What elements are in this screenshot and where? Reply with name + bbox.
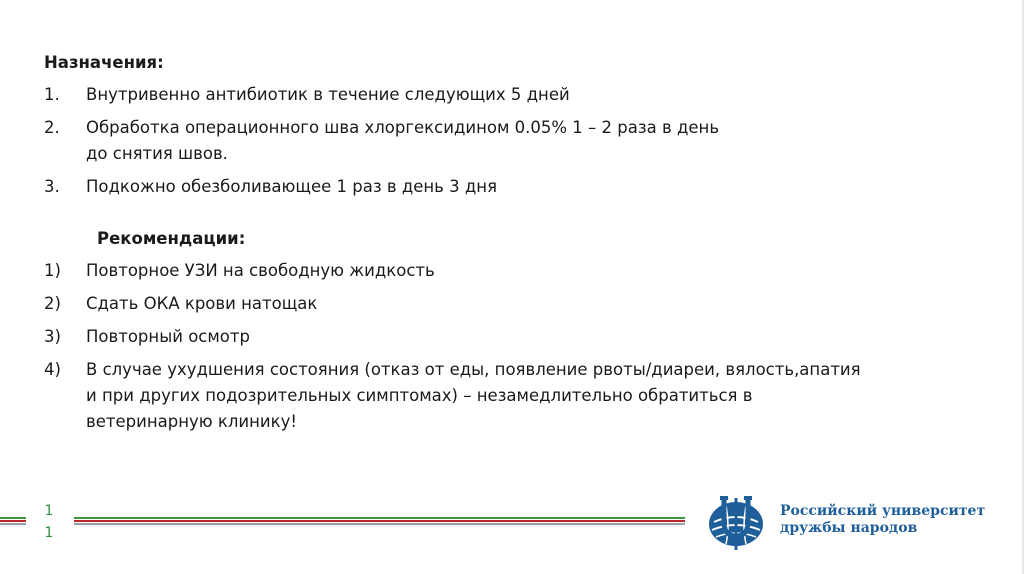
university-name-line: дружбы народов (780, 520, 918, 536)
recommendation-item (44, 324, 944, 350)
recommendation-item (44, 357, 944, 435)
slide-content (44, 50, 944, 442)
recommendation-number: 4) (44, 360, 61, 379)
recommendation-text: Повторный осмотр (86, 327, 250, 346)
recommendation-number: 1) (44, 261, 61, 280)
footer-stripe-main (74, 517, 685, 529)
prescription-item (44, 82, 944, 108)
page-number-line: 1 (44, 503, 54, 519)
prescriptions-heading: Назначения: (44, 53, 164, 72)
prescription-item (44, 115, 944, 167)
university-logo (706, 492, 1006, 550)
recommendation-number: 3) (44, 327, 61, 346)
footer-stripe-left (0, 517, 26, 529)
recommendation-text: В случае ухудшения состояния (отказ от еды, появление рвоты/диареи, вялость,апатия и при других подозрительных симптомах) – незамедлительно обратиться в ветеринарную клинику! (86, 360, 861, 431)
recommendations-heading: Рекомендации: (97, 229, 246, 248)
recommendation-text: Сдать ОКА крови натощак (86, 294, 318, 313)
prescription-text: Обработка операционного шва хлоргексидином 0.05% 1 – 2 раза в день до снятия швов. (86, 118, 720, 163)
prescription-number: 3. (44, 177, 60, 196)
recommendation-item (44, 291, 944, 317)
prescription-number: 1. (44, 85, 60, 104)
prescription-text: Внутривенно антибиотик в течение следующих 5 дней (86, 85, 570, 104)
globe-emblem-icon (706, 492, 772, 550)
recommendation-item (44, 258, 944, 284)
prescription-item (44, 174, 944, 200)
prescription-text: Подкожно обезболивающее 1 раз в день 3 дня (86, 177, 498, 196)
recommendation-number: 2) (44, 294, 61, 313)
page-number (42, 500, 56, 544)
university-name-line: Российский университет (780, 503, 986, 519)
prescription-number: 2. (44, 118, 60, 137)
recommendation-text: Повторное УЗИ на свободную жидкость (86, 261, 435, 280)
university-name (780, 503, 985, 537)
page-number-line: 1 (44, 525, 54, 541)
